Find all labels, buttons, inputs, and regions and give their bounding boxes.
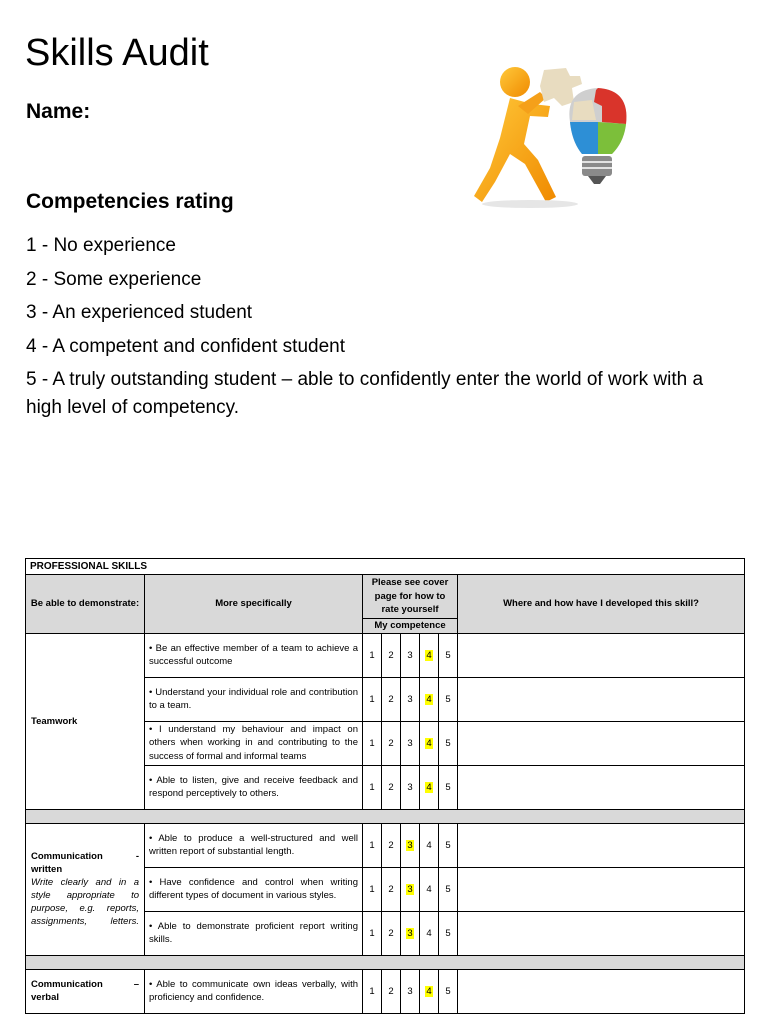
table-title: PROFESSIONAL SKILLS	[26, 559, 745, 575]
rating-option-4-selected[interactable]: 4	[420, 765, 439, 809]
person-puzzle-lightbulb-icon	[470, 62, 640, 212]
skill-name-dash: -	[135, 851, 139, 862]
rating-option-1[interactable]: 1	[363, 823, 382, 867]
rating-item-3: 3 - An experienced student	[26, 302, 253, 324]
rating-option-4-selected[interactable]: 4	[420, 721, 439, 765]
rating-option-5[interactable]: 5	[439, 633, 458, 677]
rating-option-1[interactable]: 1	[363, 911, 382, 955]
page-title: Skills Audit	[25, 32, 209, 74]
rating-option-3-selected[interactable]: 3	[401, 867, 420, 911]
rating-option-2[interactable]: 2	[382, 633, 401, 677]
developed-notes-cell[interactable]	[458, 969, 745, 1013]
group-separator	[26, 955, 745, 969]
developed-notes-cell[interactable]	[458, 867, 745, 911]
skill-name-suffix: verbal	[31, 992, 59, 1003]
rating-option-5[interactable]: 5	[439, 911, 458, 955]
rating-option-4-selected[interactable]: 4	[420, 677, 439, 721]
skill-description: Write clearly and in a style appropriate to purpose, e.g. reports, assignments, letters.	[31, 877, 139, 927]
header-demonstrate: Be able to demonstrate:	[26, 575, 145, 634]
skill-name: Communication	[31, 979, 103, 990]
skill-name-dash: –	[133, 979, 139, 990]
group-separator	[26, 809, 745, 823]
rating-option-4-selected[interactable]: 4	[420, 969, 439, 1013]
rating-option-2[interactable]: 2	[382, 677, 401, 721]
rating-option-5[interactable]: 5	[439, 867, 458, 911]
rating-option-5[interactable]: 5	[439, 721, 458, 765]
rating-option-1[interactable]: 1	[363, 867, 382, 911]
name-label: Name:	[26, 100, 91, 123]
developed-notes-cell[interactable]	[458, 823, 745, 867]
header-rate-note: Please see cover page for how to rate yourself	[363, 575, 458, 619]
professional-skills-table	[25, 558, 745, 1014]
skill-detail: • Understand your individual role and contribution to a team.	[145, 677, 363, 721]
table-row	[26, 633, 745, 677]
rating-option-2[interactable]: 2	[382, 911, 401, 955]
developed-notes-cell[interactable]	[458, 765, 745, 809]
rating-option-1[interactable]: 1	[363, 633, 382, 677]
skill-detail: • Be an effective member of a team to achieve a successful outcome	[145, 633, 363, 677]
rating-item-5: 5 - A truly outstanding student – able to confidently enter the world of work with a high level of competency.	[26, 369, 704, 419]
rating-option-4[interactable]: 4	[420, 867, 439, 911]
header-more-specifically: More specifically	[145, 575, 363, 634]
skill-detail: • I understand my behaviour and impact on others when working in and contributing to the success of formal and informal teams	[145, 721, 363, 765]
rating-option-2[interactable]: 2	[382, 823, 401, 867]
skill-cell-teamwork	[26, 633, 145, 809]
rating-option-3[interactable]: 3	[401, 721, 420, 765]
rating-option-3[interactable]: 3	[401, 677, 420, 721]
rating-option-5[interactable]: 5	[439, 969, 458, 1013]
rating-option-2[interactable]: 2	[382, 721, 401, 765]
header-my-competence: My competence	[363, 618, 458, 633]
rating-option-3[interactable]: 3	[401, 765, 420, 809]
rating-option-3-selected[interactable]: 3	[401, 823, 420, 867]
rating-option-3[interactable]: 3	[401, 633, 420, 677]
skill-detail: • Able to listen, give and receive feedback and respond perceptively to others.	[145, 765, 363, 809]
skill-detail: • Able to demonstrate proficient report writing skills.	[145, 911, 363, 955]
competencies-heading: Competencies rating	[26, 190, 234, 213]
rating-option-5[interactable]: 5	[439, 823, 458, 867]
rating-option-1[interactable]: 1	[363, 765, 382, 809]
rating-item-4: 4 - A competent and confident student	[26, 335, 346, 357]
rating-option-4-selected[interactable]: 4	[420, 633, 439, 677]
skill-detail: • Able to produce a well-structured and well written report of substantial length.	[145, 823, 363, 867]
rating-option-3-selected[interactable]: 3	[401, 911, 420, 955]
skill-detail: • Have confidence and control when writing different types of document in various styles.	[145, 867, 363, 911]
rating-item-2: 2 - Some experience	[26, 268, 202, 290]
rating-option-2[interactable]: 2	[382, 867, 401, 911]
developed-notes-cell[interactable]	[458, 911, 745, 955]
skill-detail: • Able to communicate own ideas verbally, with proficiency and confidence.	[145, 969, 363, 1013]
rating-option-2[interactable]: 2	[382, 969, 401, 1013]
skill-name: Teamwork	[31, 715, 78, 727]
rating-option-2[interactable]: 2	[382, 765, 401, 809]
developed-notes-cell[interactable]	[458, 721, 745, 765]
developed-notes-cell[interactable]	[458, 633, 745, 677]
skill-name: Communication	[31, 851, 103, 862]
header-developed: Where and how have I developed this skill?	[458, 575, 745, 634]
rating-option-3[interactable]: 3	[401, 969, 420, 1013]
rating-option-5[interactable]: 5	[439, 677, 458, 721]
table-row	[26, 969, 745, 1013]
skill-name-suffix: written	[31, 864, 63, 875]
rating-item-1: 1 - No experience	[26, 235, 176, 256]
rating-option-1[interactable]: 1	[363, 721, 382, 765]
table-row	[26, 823, 745, 867]
rating-option-4[interactable]: 4	[420, 911, 439, 955]
rating-option-1[interactable]: 1	[363, 677, 382, 721]
skill-cell-communication-written	[26, 823, 145, 955]
developed-notes-cell[interactable]	[458, 677, 745, 721]
rating-option-1[interactable]: 1	[363, 969, 382, 1013]
rating-scale-list	[26, 232, 726, 428]
rating-option-5[interactable]: 5	[439, 765, 458, 809]
rating-option-4[interactable]: 4	[420, 823, 439, 867]
skill-cell-communication-verbal	[26, 969, 145, 1013]
